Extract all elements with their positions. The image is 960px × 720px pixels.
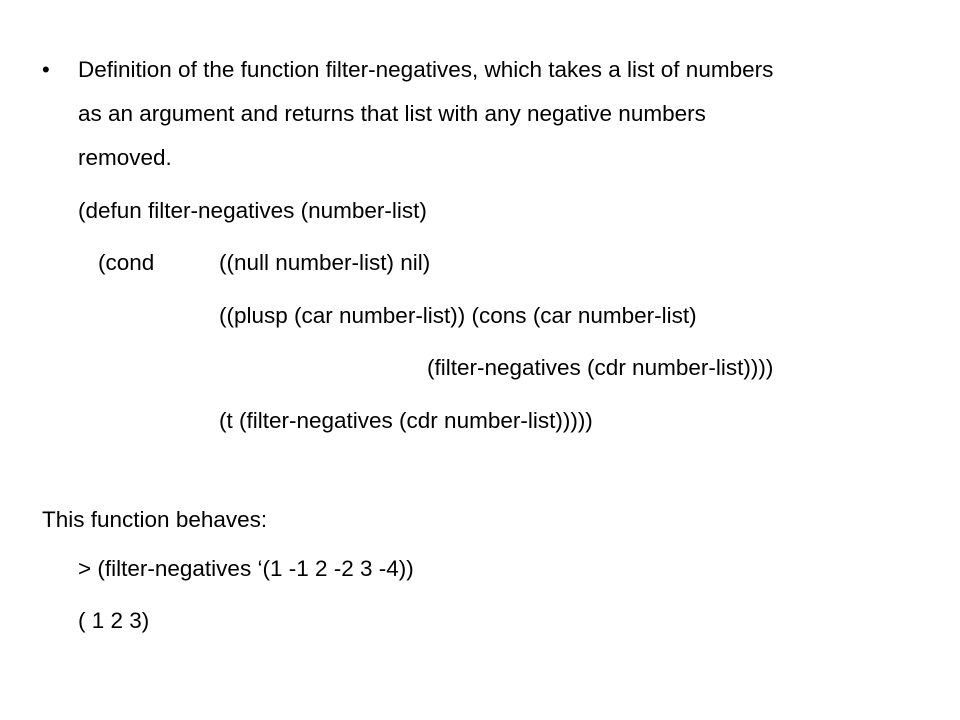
code-cond-keyword: (cond — [98, 250, 155, 275]
code-clause-t: (t (filter-negatives (cdr number-list))))) — [219, 408, 593, 433]
behavior-result: ( 1 2 3) — [78, 608, 150, 633]
behavior-heading: This function behaves: — [42, 507, 268, 532]
code-clause-plusp: ((plusp (car number-list)) (cons (car number-list) — [219, 303, 697, 328]
behavior-call: > (filter-negatives ‘(1 -1 2 -2 3 -4)) — [78, 556, 414, 581]
code-clause-plusp-continuation: (filter-negatives (cdr number-list)))) — [427, 355, 774, 380]
intro-line-3: removed. — [78, 145, 172, 170]
code-clause-null: ((null number-list) nil) — [219, 250, 431, 275]
bullet-marker: • — [42, 57, 50, 82]
code-defun-line: (defun filter-negatives (number-list) — [78, 198, 427, 223]
intro-line-2: as an argument and returns that list with any negative numbers — [78, 101, 706, 126]
intro-line-1: Definition of the function filter-negatives, which takes a list of numbers — [78, 57, 774, 82]
